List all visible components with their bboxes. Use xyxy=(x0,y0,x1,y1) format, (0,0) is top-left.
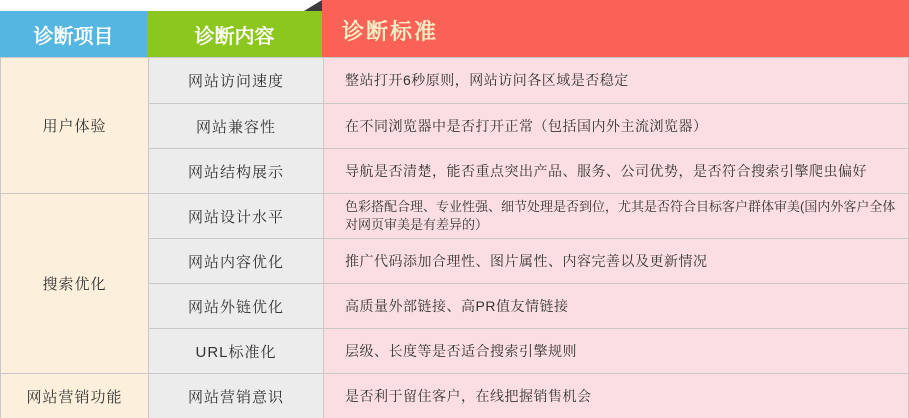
folded-corner-icon xyxy=(304,0,322,11)
content-cell: 网站结构展示 xyxy=(148,148,323,193)
content-cell: 网站外链优化 xyxy=(148,283,323,328)
standard-cell: 色彩搭配合理、专业性强、细节处理是否到位，尤其是否符合目标客户群体审美(国内外客户全体对网页审美是有差异的） xyxy=(323,193,908,238)
content-cell: 网站内容优化 xyxy=(148,238,323,283)
group-cell-search-optimization: 搜索优化 xyxy=(1,193,148,373)
content-cell: 网站营销意识 xyxy=(148,373,323,418)
standard-cell: 推广代码添加合理性、图片属性、内容完善以及更新情况 xyxy=(323,238,908,283)
standard-cell: 是否利于留住客户，在线把握销售机会 xyxy=(323,373,908,418)
standard-cell: 导航是否清楚，能否重点突出产品、服务、公司优势，是否符合搜索引擎爬虫偏好 xyxy=(323,148,908,193)
content-cell: URL标准化 xyxy=(148,328,323,373)
standard-cell: 整站打开6秒原则，网站访问各区域是否稳定 xyxy=(323,58,908,103)
content-cell: 网站访问速度 xyxy=(148,58,323,103)
group-cell-marketing-function: 网站营销功能 xyxy=(1,373,148,418)
standard-cell: 高质量外部链接、高PR值友情链接 xyxy=(323,283,908,328)
header-diagnosis-standard: 诊断标准 xyxy=(322,0,909,57)
header-diagnosis-content: 诊断内容 xyxy=(147,11,322,57)
standard-cell: 层级、长度等是否适合搜索引擎规则 xyxy=(323,328,908,373)
content-cell: 网站兼容性 xyxy=(148,103,323,148)
standard-cell: 在不同浏览器中是否打开正常（包括国内外主流浏览器） xyxy=(323,103,908,148)
content-cell: 网站设计水平 xyxy=(148,193,323,238)
table-body xyxy=(0,57,909,418)
group-cell-user-experience: 用户体验 xyxy=(1,58,148,193)
header-diagnosis-item: 诊断项目 xyxy=(0,11,147,57)
